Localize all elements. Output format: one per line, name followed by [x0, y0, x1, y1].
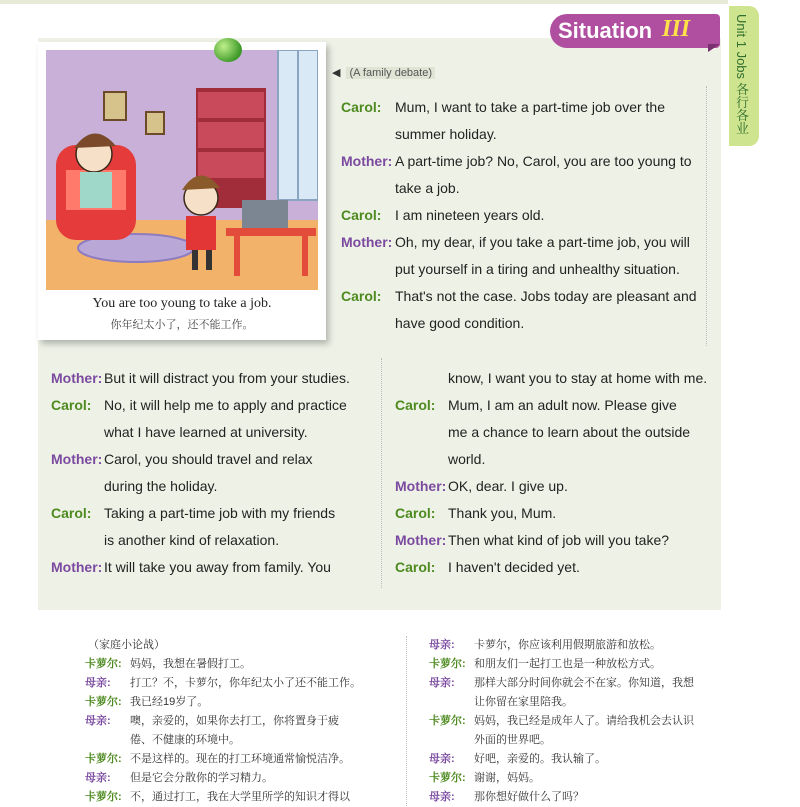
dialogue-line: I am nineteen years old. — [395, 207, 545, 223]
cn-line: 外面的世界吧。 — [474, 734, 551, 746]
dialogue-line: Then what kind of job will you take? — [448, 532, 670, 548]
dialogue-line: It will take you away from family. You — [104, 559, 331, 575]
speaker-label: Carol: — [51, 505, 92, 521]
triangle-left-icon: ◀ — [332, 67, 341, 79]
illustration-caption-en: You are too young to take a job. — [92, 296, 272, 311]
cn-speaker-label: 卡萝尔: — [85, 658, 122, 670]
cn-speaker-label: 卡萝尔: — [429, 658, 466, 670]
dialogue-line: But it will distract you from your studies. — [104, 370, 350, 386]
dialogue-line: have good condition. — [395, 315, 525, 331]
cn-line: 妈妈，我想在暑假打工。 — [130, 658, 251, 670]
unit-tab-label: Unit 1 Jobs 各行各业 — [734, 14, 749, 135]
cn-line: 和朋友们一起打工也是一种放松方式。 — [474, 658, 661, 670]
speaker-label: Carol: — [395, 559, 436, 575]
speaker-label: Carol: — [341, 99, 382, 115]
speaker-label: Carol: — [395, 505, 436, 521]
dialogue-line: OK, dear. I give up. — [448, 478, 568, 494]
cn-line: 但是它会分散你的学习精力。 — [130, 772, 273, 784]
speaker-label: Mother: — [395, 532, 447, 548]
dialogue-line: is another kind of relaxation. — [104, 532, 280, 548]
vertical-divider — [706, 86, 707, 346]
dialogue-line: world. — [448, 451, 486, 467]
dialogue-line: summer holiday. — [395, 126, 497, 142]
speaker-label: Mother: — [51, 451, 103, 467]
illustration-caption-cn: 你年纪太小了，还不能工作。 — [110, 319, 254, 331]
cn-speaker-label: 卡萝尔: — [85, 791, 122, 803]
cn-line: 让你留在家里陪我。 — [474, 696, 573, 708]
illustration — [46, 50, 318, 290]
dialogue-line: during the holiday. — [104, 478, 218, 494]
dialogue-line: Mum, I want to take a part-time job over the — [395, 99, 666, 115]
cn-line: 谢谢，妈妈。 — [474, 772, 540, 784]
cn-line: 打工？不，卡萝尔，你年纪太小了还不能工作。 — [130, 677, 361, 689]
speaker-label: Carol: — [341, 207, 382, 223]
dialogue-line: That's not the case. Jobs today are pleasant and — [395, 288, 697, 304]
dialogue-line: know, I want you to stay at home with me. — [448, 370, 708, 386]
cn-line: 不是这样的。现在的打工环境通常愉悦洁净。 — [130, 753, 350, 765]
cn-line: 那你想好做什么了吗？ — [474, 791, 584, 803]
speaker-label: Carol: — [51, 397, 92, 413]
vertical-divider — [406, 636, 407, 806]
scene-tag-label: (A family debate) — [346, 67, 435, 79]
cn-speaker-label: 母亲: — [85, 715, 111, 727]
banner-fold — [708, 44, 720, 52]
dialogue-line: Thank you, Mum. — [448, 505, 557, 521]
cn-line: 我已经19岁了。 — [130, 696, 209, 708]
cn-speaker-label: 卡萝尔: — [429, 772, 466, 784]
speaker-label: Mother: — [51, 370, 103, 386]
speaker-label: Mother: — [341, 153, 393, 169]
dialogue-line: Carol, you should travel and relax — [104, 451, 313, 467]
dialogue-line: put yourself in a tiring and unhealthy situation. — [395, 261, 680, 277]
dialogue-line: No, it will help me to apply and practice — [104, 397, 347, 413]
cn-speaker-label: 卡萝尔: — [85, 753, 122, 765]
situation-number: III — [662, 16, 691, 42]
situation-label: Situation — [558, 18, 653, 43]
speaker-label: Carol: — [341, 288, 382, 304]
dialogue-line: me a chance to learn about the outside — [448, 424, 691, 440]
pushpin-icon — [214, 38, 242, 62]
cn-speaker-label: 母亲: — [429, 791, 455, 803]
cn-line: 那样大部分时间你就会不在家。你知道，我想 — [474, 677, 694, 689]
cn-speaker-label: 母亲: — [85, 772, 111, 784]
cn-speaker-label: 母亲: — [429, 639, 455, 651]
cn-speaker-label: 母亲: — [85, 677, 111, 689]
speaker-label: Mother: — [341, 234, 393, 250]
cn-speaker-label: 母亲: — [429, 677, 455, 689]
dialogue-line: Mum, I am an adult now. Please give — [448, 397, 677, 413]
speaker-label: Mother: — [51, 559, 103, 575]
cn-line: 卡萝尔，你应该利用假期旅游和放松。 — [474, 639, 661, 651]
translation-heading: （家庭小论战） — [88, 639, 165, 651]
scene-tag — [332, 66, 435, 79]
cn-line: 好吧，亲爱的。我认输了。 — [474, 753, 606, 765]
cn-line: 噢，亲爱的，如果你去打工，你将置身于疲 — [130, 715, 339, 727]
dialogue-line: A part-time job? No, Carol, you are too young to — [395, 153, 692, 169]
dialogue-line: I haven't decided yet. — [448, 559, 580, 575]
top-rule — [0, 0, 740, 4]
cn-speaker-label: 卡萝尔: — [85, 696, 122, 708]
speaker-label: Mother: — [395, 478, 447, 494]
dialogue-line: Taking a part-time job with my friends — [104, 505, 336, 521]
cn-line: 倦、不健康的环境中。 — [130, 734, 240, 746]
cn-speaker-label: 卡萝尔: — [429, 715, 466, 727]
dialogue-line: what I have learned at university. — [104, 424, 308, 440]
vertical-divider — [381, 358, 382, 588]
dialogue-line: take a job. — [395, 180, 460, 196]
cn-line: 不，通过打工，我在大学里所学的知识才得以 — [130, 791, 350, 803]
cn-speaker-label: 母亲: — [429, 753, 455, 765]
dialogue-line: Oh, my dear, if you take a part-time job, you will — [395, 234, 690, 250]
cn-line: 妈妈，我已经是成年人了。请给我机会去认识 — [474, 715, 694, 727]
speaker-label: Carol: — [395, 397, 436, 413]
